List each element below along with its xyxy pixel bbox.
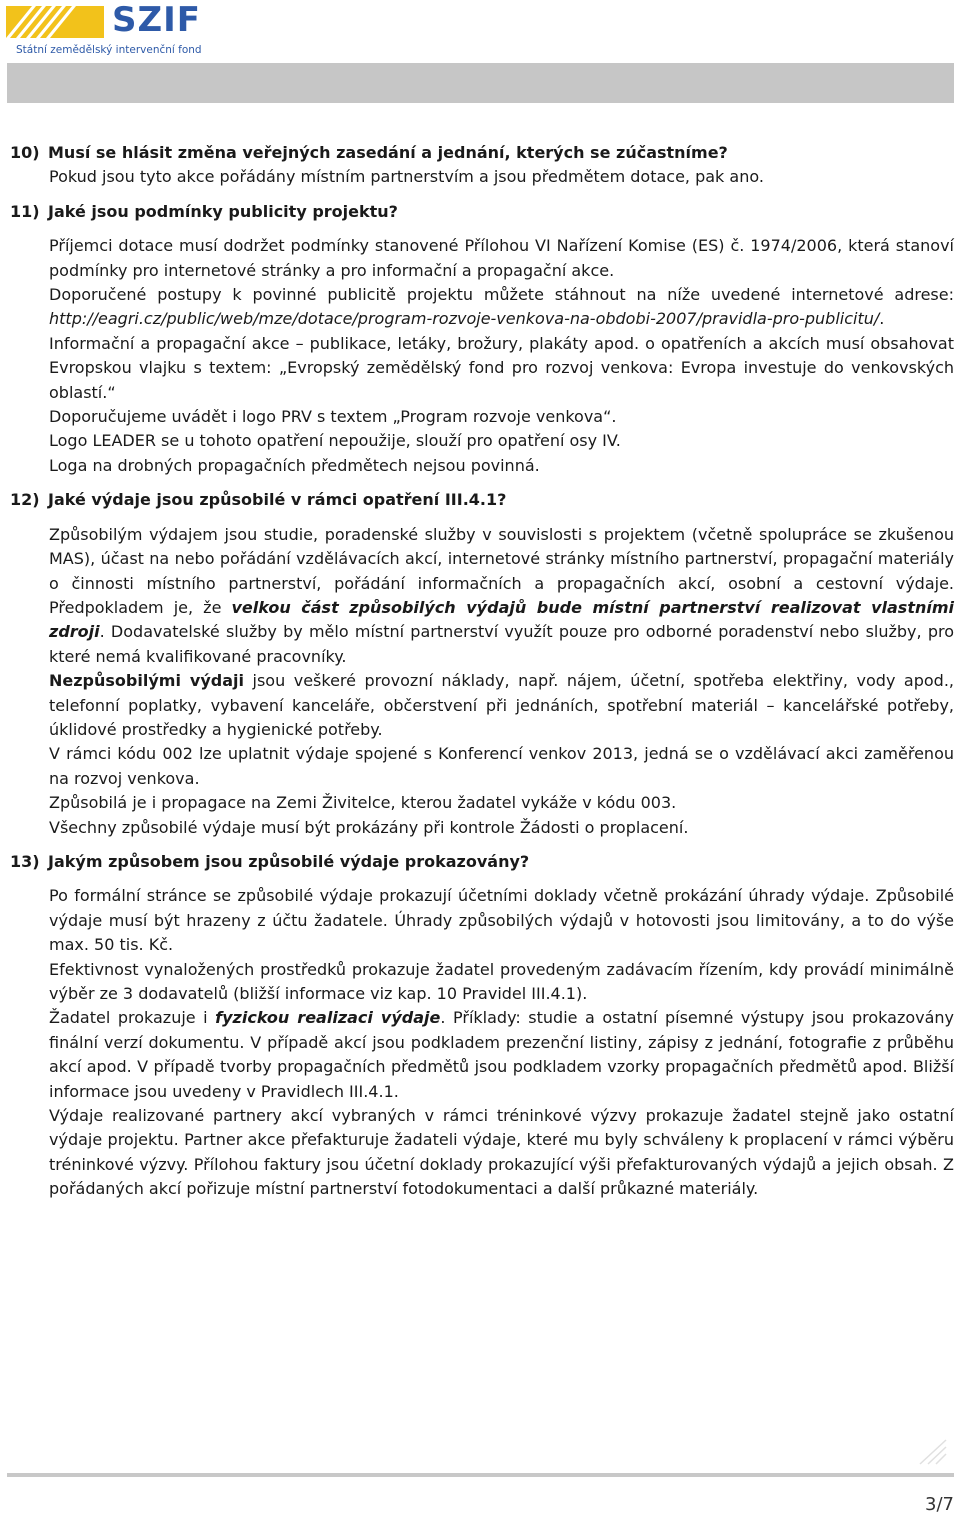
answer-paragraph: Všechny způsobilé výdaje musí být prokázány při kontrole Žádosti o proplacení. [49, 817, 689, 837]
question-title: Jaké výdaje jsou způsobilé v rámci opatření III.4.1? [48, 490, 507, 510]
question-title: Jaké jsou podmínky publicity projektu? [48, 201, 398, 221]
question-number: 12) [10, 490, 40, 510]
answer-paragraph [49, 523, 954, 669]
header-bar [7, 63, 954, 103]
answer-text: . [879, 309, 885, 329]
answer-paragraph: Příjemci dotace musí dodržet podmínky stanovené Přílohou VI Nařízení Komise (ES) č. 1974/2006, která stanoví podmínky pro internetové stránky a pro informační a propagační akce. [49, 236, 954, 280]
emphasis-text: velkou část způsobilých výdajů bude místní partnerství realizovat vlastními zdroji [49, 597, 955, 642]
question-number: 13) [10, 851, 40, 871]
answer-paragraph [49, 669, 954, 742]
answer-paragraph: Informační a propagační akce – publikace, letáky, brožury, plakáty apod. o opatřeních a akcích musí obsahovat Evropskou vlajku s textem: „Evropský zemědělský fond pro rozvoj venkova: Evropa investuje do venkovských oblastí.“ [49, 333, 954, 402]
footer-bar [7, 1473, 954, 1477]
answer-text: Žadatel prokazuje i [49, 1008, 216, 1028]
szif-logo [6, 0, 202, 56]
answer-paragraph: Pokud jsou tyto akce pořádány místním partnerstvím a jsou předmětem dotace, pak ano. [49, 167, 764, 187]
question-11 [10, 200, 954, 224]
question-title: Jakým způsobem jsou způsobilé výdaje prokazovány? [48, 851, 530, 871]
answer-text: Doporučené postupy k povinné publicitě projektu můžete stáhnout na níže uvedené internetové adrese: [49, 285, 954, 305]
question-13 [10, 850, 954, 874]
publicity-link[interactable]: http://eagri.cz/public/web/mze/dotace/program-rozvoje-venkova-na-obdobi-2007/pravidla-pro-publicitu/ [49, 309, 880, 329]
document-body [10, 141, 954, 1202]
logo-text: SZIF [112, 0, 202, 40]
emphasis-text: fyzickou realizaci výdaje [215, 1008, 441, 1028]
emphasis-text: Nezpůsobilými výdaji [49, 671, 244, 691]
corner-fold-icon [918, 1438, 948, 1466]
answer-paragraph: Loga na drobných propagačních předmětech nejsou povinná. [49, 455, 540, 475]
answer-text: . Dodavatelské služby by mělo místní partnerství využít pouze pro odborné poradenství nebo služby, pro které nemá kvalifikované pracovníky. [49, 622, 954, 666]
question-number: 11) [10, 201, 40, 221]
question-number: 10) [10, 143, 40, 162]
answer-text: . Příklady: studie a ostatní písemné výstupy jsou prokazovány finální verzí dokumentu. V případě akcí jsou podkladem prezenční listiny, zápisy z jednání, fotografie z průběhu akcí apod. V případě tvorby propagačních předmětů jsou podkladem vzorky propagačních předmětů apod. Bližší informace jsou uvedeny v Pravidlech III.4.1. [49, 1008, 955, 1101]
question-12 [10, 488, 954, 512]
page-number: 3/7 [925, 1494, 954, 1515]
page-header [0, 0, 960, 108]
answer-text: Způsobilým výdajem jsou studie, poradenské služby v souvislosti s projektem (včetně spolupráce se zkušenou MAS), účast na nebo pořádání vzdělávacích akcí, internetové stránky místního partnerství, propagační materiály o činnosti místního partnerství, pořádání informačních a propagačních akcí, osobní a cestovní výdaje. Předpokladem je, že [49, 524, 954, 617]
answer-paragraph: Logo LEADER se u tohoto opatření nepoužije, slouží pro opatření osy IV. [49, 431, 621, 451]
question-title: Musí se hlásit změna veřejných zasedání a jednání, kterých se zúčastníme? [48, 143, 728, 162]
szif-logo-mark-icon [6, 6, 104, 38]
answer-paragraph [49, 283, 954, 332]
answer-paragraph: Způsobilá je i propagace na Zemi Živitelce, kterou žadatel vykáže v kódu 003. [49, 793, 677, 813]
answer-paragraph: V rámci kódu 002 lze uplatnit výdaje spojené s Konferencí venkov 2013, jedná se o vzdělávací akci zaměřenou na rozvoj venkova. [49, 744, 954, 788]
answer-paragraph: Výdaje realizované partnery akcí vybraných v rámci tréninkové výzvy prokazuje žadatel stejně jako ostatní výdaje projektu. Partner akce přefakturuje žadateli výdaje, které mu byly schváleny k proplacení v rámci výběru tréninkové výzvy. Přílohou faktury jsou účetní doklady prokazující výši přefakturovaných výdajů a jejich obsah. Z pořádaných akcí pořizuje místní partnerství fotodokumentaci a další průkazné materiály. [49, 1106, 954, 1199]
logo-subtitle: Státní zemědělský intervenční fond [16, 44, 202, 56]
answer-paragraph: Efektivnost vynaložených prostředků prokazuje žadatel provedeným zadávacím řízením, kdy provádí minimálně výběr ze 3 dodavatelů (bližší informace viz kap. 10 Pravidel III.4.1). [49, 959, 954, 1003]
answer-paragraph [49, 1006, 954, 1104]
answer-paragraph: Po formální stránce se způsobilé výdaje prokazují účetními doklady včetně prokázání úhrady výdaje. Způsobilé výdaje musí být hrazeny z účtu žadatele. Úhrady způsobilých výdajů v hotovosti jsou limitovány, a to do výše max. 50 tis. Kč. [49, 886, 954, 955]
answer-paragraph: Doporučujeme uvádět i logo PRV s textem „Program rozvoje venkova“. [49, 407, 617, 427]
answer-text: jsou veškeré provozní náklady, např. nájem, účetní, spotřeba elektřiny, vody apod., telefonní poplatky, vybavení kanceláře, občerstvení při jednáních, spotřební materiál – kancelářské potřeby, úklidové prostředky a hygienické potřeby. [49, 671, 954, 739]
question-10 [10, 141, 954, 165]
